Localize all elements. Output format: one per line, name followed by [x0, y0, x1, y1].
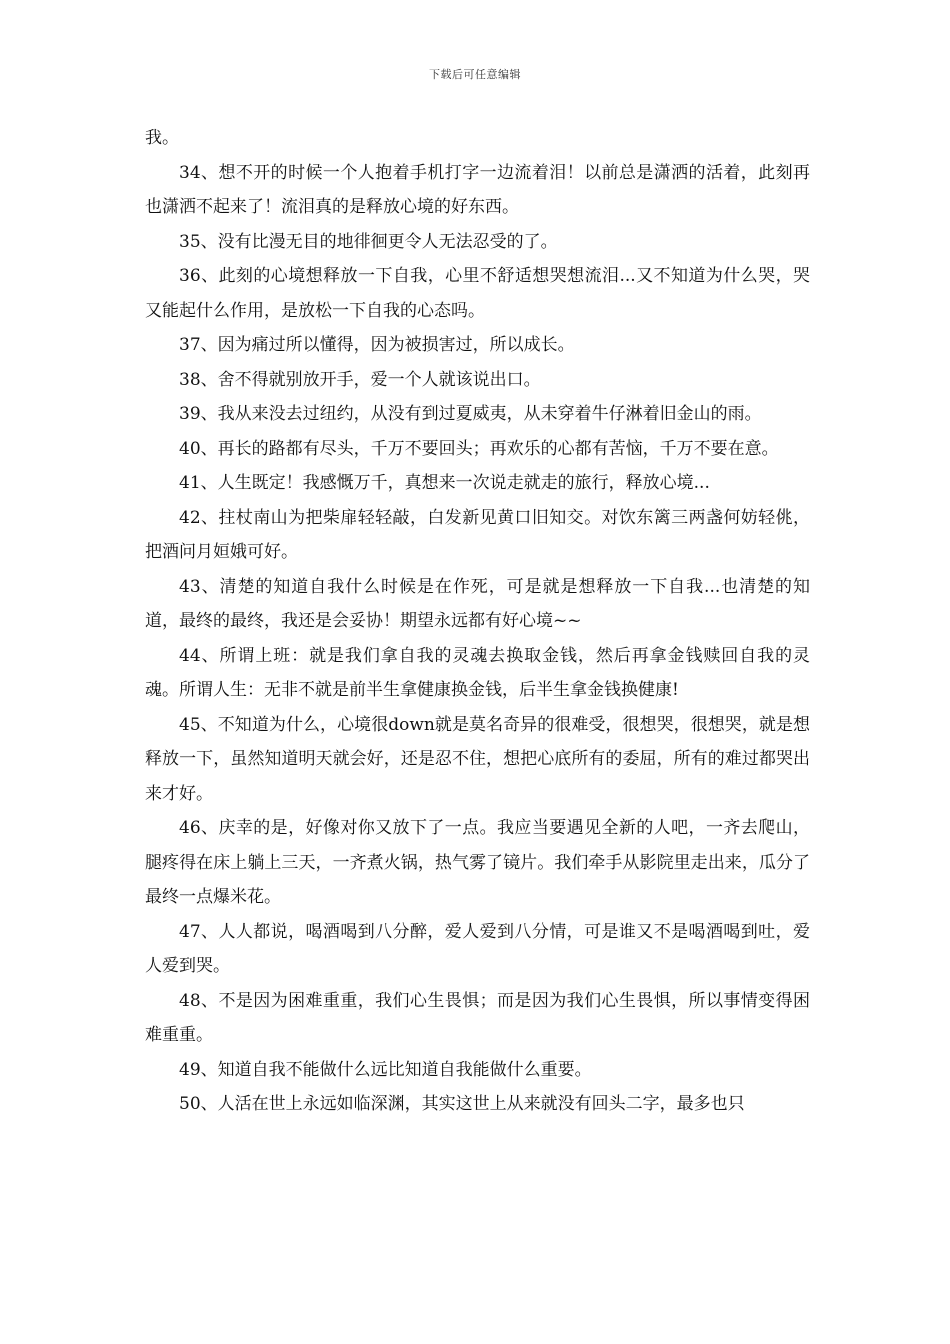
body-text: [145, 121, 810, 1122]
paragraph-39: 39、我从来没去过纽约，从没有到过夏威夷，从未穿着牛仔淋着旧金山的雨。: [179, 404, 762, 424]
paragraph-38: 38、舍不得就别放开手，爱一个人就该说出口。: [179, 369, 541, 390]
paragraph-42: 42、拄杖南山为把柴扉轻轻敲，白发新见黄口旧知交。对饮东篱三两盏何妨轻佻，把酒问月姮娥可好。: [145, 507, 810, 562]
paragraph-49: 49、知道自我不能做什么远比知道自我能做什么重要。: [179, 1059, 592, 1080]
paragraph-44: 44、所谓上班：就是我们拿自我的灵魂去换取金钱，然后再拿金钱赎回自我的灵魂。所谓人生：无非不就是前半生拿健康换金钱，后半生拿金钱换健康!: [145, 645, 810, 700]
paragraph-48: 48、不是因为困难重重，我们心生畏惧；而是因为我们心生畏惧，所以事情变得困难重重。: [145, 990, 810, 1045]
paragraph-40: 40、再长的路都有尽头，千万不要回头；再欢乐的心都有苦恼，千万不要在意。: [179, 438, 779, 459]
paragraph-43: 43、清楚的知道自我什么时候是在作死，可是就是想释放一下自我...也清楚的知道，最终的最终，我还是会妥协！期望永远都有好心境~~: [145, 576, 810, 631]
paragraph-continuation: 我。: [145, 128, 179, 148]
page-header: 下载后可任意编辑: [429, 68, 521, 81]
paragraph-50: 50、人活在世上永远如临深渊，其实这世上从来就没有回头二字，最多也只: [179, 1094, 745, 1114]
paragraph-41: 41、人生既定！我感慨万千，真想来一次说走就走的旅行，释放心境...: [179, 473, 710, 493]
paragraph-47: 47、人人都说，喝酒喝到八分醉，爱人爱到八分情，可是谁又不是喝酒喝到吐，爱人爱到哭。: [145, 921, 810, 976]
paragraph-34: 34、想不开的时候一个人抱着手机打字一边流着泪！以前总是潇洒的活着，此刻再也潇洒不起来了！流泪真的是释放心境的好东西。: [145, 162, 810, 217]
paragraph-36: 36、此刻的心境想释放一下自我，心里不舒适想哭想流泪...又不知道为什么哭，哭又能起什么作用，是放松一下自我的心态吗。: [145, 266, 810, 321]
paragraph-45: 45、不知道为什么，心境很down就是莫名奇异的很难受，很想哭，很想哭，就是想释放一下，虽然知道明天就会好，还是忍不住，想把心底所有的委屈，所有的难过都哭出来才好。: [145, 714, 810, 804]
paragraph-35: 35、没有比漫无目的地徘徊更令人无法忍受的了。: [179, 231, 558, 252]
paragraph-46: 46、庆幸的是，好像对你又放下了一点。我应当要遇见全新的人吧，一齐去爬山，腿疼得在床上躺上三天，一齐煮火锅，热气雾了镜片。我们牵手从影院里走出来，瓜分了最终一点爆米花。: [145, 818, 810, 907]
paragraph-37: 37、因为痛过所以懂得，因为被损害过，所以成长。: [179, 335, 575, 355]
